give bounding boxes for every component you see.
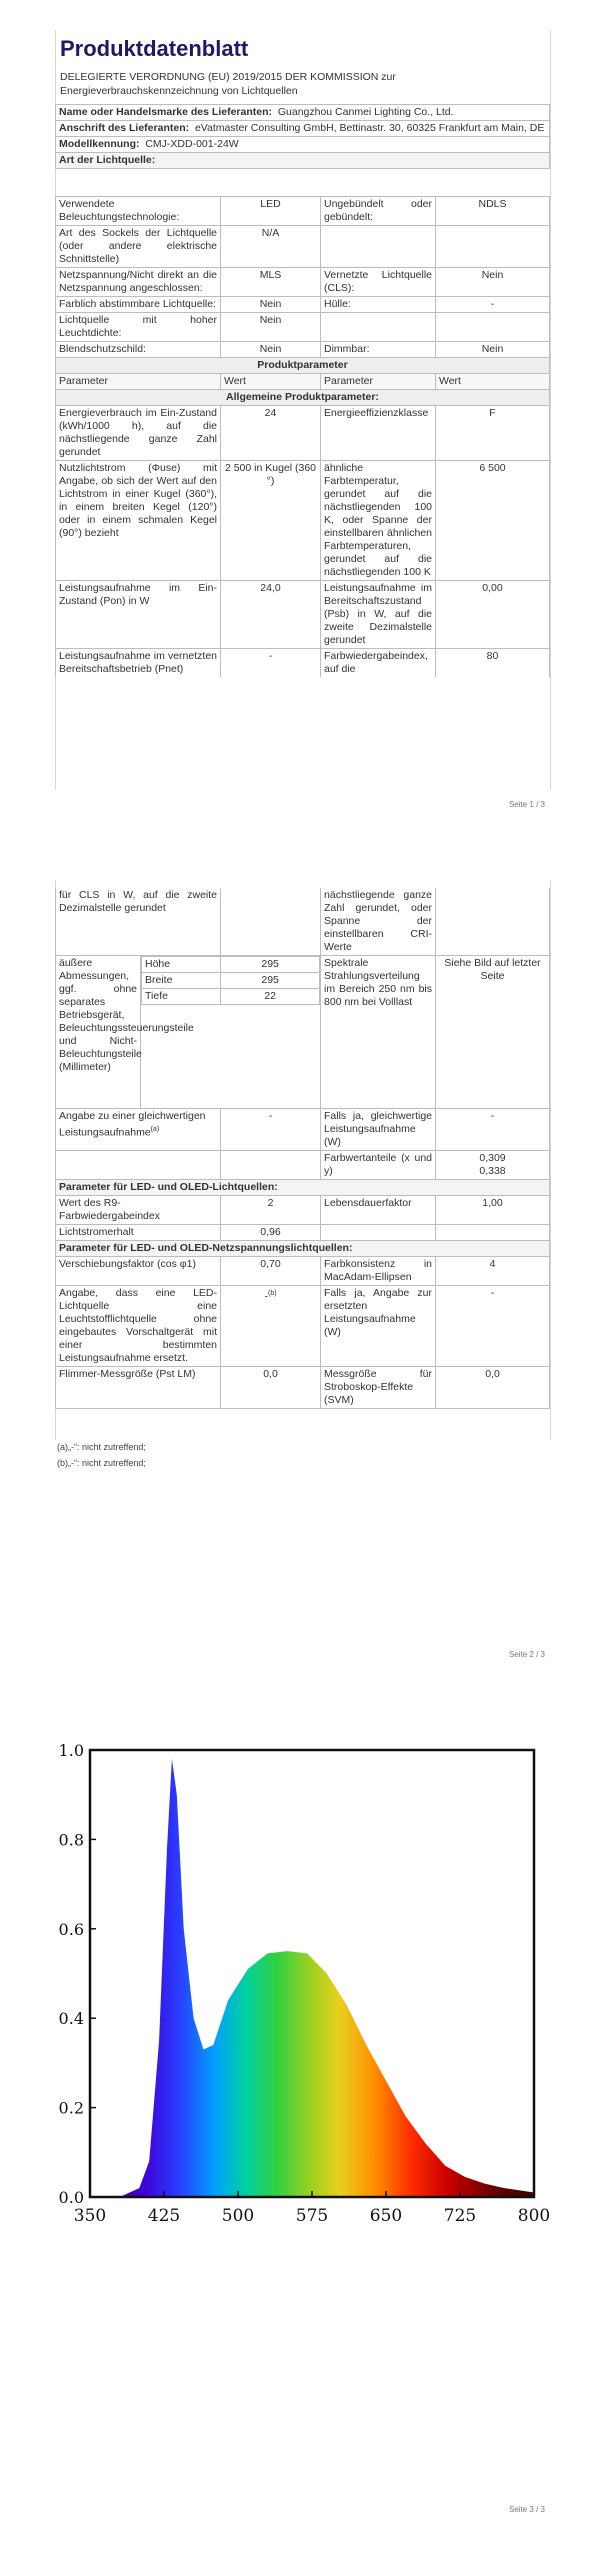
spectrum-area	[90, 1759, 534, 2197]
x-tick-label: 425	[147, 2206, 181, 2226]
supplier-table	[55, 104, 550, 169]
x-tick-label: 350	[73, 2206, 107, 2226]
y-tick-label: 0.6	[58, 1919, 84, 1939]
dimensions-subtable: Höhe 295 Breite 295 Tiefe 22	[141, 956, 320, 1005]
mains-params-heading: Parameter für LED- und OLED-Netzspannungslichtquellen:	[56, 1241, 550, 1257]
table-row: Angabe, dass eine LED-Lichtquelle eine Leuchtstofflichtquelle ohne eingebautes Vorschaltgerät mit einer bestimmten Leistungsaufnahme ersetzt. -$^{(b)}$ Falls ja, Angabe zur ersetzten Leistungsaufnahme (W) -	[56, 1286, 550, 1367]
x-tick-label: 725	[443, 2206, 477, 2226]
y-tick-label: 0.2	[58, 2098, 84, 2118]
table-row: Nutzlichtstrom (Φuse) mit Angabe, ob sich der Wert auf den Lichtstrom in einer Kugel (360°), in einem breiten Kegel (120°) oder in einem schmalen Kegel (90°) bezieht 2 500 in Kugel (360 °) ähnliche Farbtemperatur, gerundet auf die nächstliegenden 100 K, oder Spanne der einstellbaren ähnlichen Farbtemperaturen, gerundet auf die nächstliegenden 100 K 6 500	[56, 461, 550, 581]
supplier-name-cell: Name oder Handelsmarke des Lieferanten: Guangzhou Canmei Lighting Co., Ltd.	[56, 105, 550, 121]
table-row: Netzspannung/Nicht direkt an die Netzspannung angeschlossen: MLS Vernetzte Lichtquelle (CLS): Nein	[56, 268, 550, 297]
page-3-footer: Seite 3 / 3	[508, 2505, 545, 2514]
x-tick-label: 800	[517, 2206, 549, 2226]
dimensions-row: äußere Abmessungen, ggf. ohne separates Betriebsgerät, Beleuchtungssteuerungsteile und Nicht-Beleuchtungsteile (Millimeter) Höhe 295 Breite 295 Tiefe 22 Spektrale Strahlungsverteilung im Bereich 250 nm bis 800 nm bei Volllast Siehe Bild auf letzter Seite	[56, 956, 550, 1109]
page-1-footer: Seite 1 / 3	[508, 800, 545, 809]
spectrum-svg	[55, 1742, 549, 2247]
product-params-heading: Produktparameter	[56, 358, 550, 374]
table-row-split-top: Leistungsaufnahme im vernetzten Bereitschaftsbetrieb (Pnet) - Farbwiedergabeindex, auf die 80	[56, 649, 550, 678]
table-row: Lichtquelle mit hoher Leuchtdichte: Nein	[56, 313, 550, 342]
supplier-address-cell: Anschrift des Lieferanten: eVatmaster Consulting GmbH, Bettinastr. 30, 60325 Frankfurt am Main, DE	[56, 121, 550, 137]
y-tick-label: 0.0	[58, 2188, 84, 2207]
x-tick-label: 500	[221, 2206, 255, 2226]
table-row: Leistungsaufnahme im Ein-Zustand (Pon) in W 24,0 Leistungsaufnahme im Bereitschaftszustand (Psb) in W, auf die zweite Dezimalstelle gerundet 0,00	[56, 581, 550, 649]
table-row: Art des Sockels der Lichtquelle (oder andere elektrische Schnittstelle) N/A	[56, 226, 550, 268]
x-tick-label: 650	[369, 2206, 403, 2226]
table-row: Angabe zu einer gleichwertigen Leistungsaufnahme$^{(a)}$ - Falls ja, gleichwertige Leistungsaufnahme (W) -	[56, 1109, 550, 1151]
page-2	[0, 880, 603, 1680]
params-table-continued	[55, 888, 550, 1409]
table-row: Verwendete Beleuchtungstechnologie: LED Ungebündelt oder gebündelt: NDLS	[56, 197, 550, 226]
page-1	[0, 0, 603, 820]
type-table	[55, 196, 550, 677]
regulation-subtitle: DELEGIERTE VERORDNUNG (EU) 2019/2015 DER KOMMISSION zur Energieverbrauchskennzeichnung von Lichtquellen	[60, 71, 396, 97]
table-row: Blendschutzschild: Nein Dimmbar: Nein	[56, 342, 550, 358]
model-cell: Modellkennung: CMJ-XDD-001-24W	[56, 137, 550, 153]
page-2-footer: Seite 2 / 3	[508, 1650, 545, 1659]
table-row: Energieverbrauch im Ein-Zustand (kWh/1000 h), auf die nächstliegende ganze Zahl gerundet 24 Energieeffizienzklasse F	[56, 406, 550, 461]
footnote-b: (b)„-“: nicht zutreffend;	[57, 1458, 146, 1468]
general-params-heading: Allgemeine Produktparameter:	[56, 390, 550, 406]
y-tick-label: 0.8	[58, 1830, 84, 1850]
table-row-split-bottom: für CLS in W, auf die zweite Dezimalstelle gerundet nächstliegende ganze Zahl gerundet, oder Spanne der einstellbaren CRI-Werte	[56, 888, 550, 956]
y-tick-label: 1.0	[58, 1742, 84, 1760]
footnote-a: (a)„-“: nicht zutreffend;	[57, 1442, 146, 1452]
x-tick-label: 575	[295, 2206, 329, 2226]
table-row: Verschiebungsfaktor (cos φ1) 0,70 Farbkonsistenz in MacAdam-Ellipsen 4	[56, 1257, 550, 1286]
type-heading: Art der Lichtquelle:	[56, 153, 550, 169]
led-params-heading: Parameter für LED- und OLED-Lichtquellen:	[56, 1180, 550, 1196]
y-tick-label: 0.4	[58, 2009, 84, 2029]
dimensions-label: äußere Abmessungen, ggf. ohne separates Betriebsgerät, Beleuchtungssteuerungsteile und Nicht-Beleuchtungsteile (Millimeter)	[56, 956, 141, 1109]
plot-layer	[90, 1759, 534, 2197]
chromaticity-row: Farbwertanteile (x und y) 0,309 0,338	[56, 1151, 550, 1180]
page-title: Produktdatenblatt	[60, 36, 249, 61]
table-row: Lichtstromerhalt 0,96	[56, 1225, 550, 1241]
spectrum-chart	[55, 1742, 549, 2247]
column-header-row: Parameter Wert Parameter Wert	[56, 374, 550, 390]
table-row: Farblich abstimmbare Lichtquelle: Nein Hülle: -	[56, 297, 550, 313]
table-row: Wert des R9-Farbwiedergabeindex 2 Lebensdauerfaktor 1,00	[56, 1196, 550, 1225]
table-row: Flimmer-Messgröße (Pst LM) 0,0 Messgröße für Stroboskop-Effekte (SVM) 0,0	[56, 1367, 550, 1409]
